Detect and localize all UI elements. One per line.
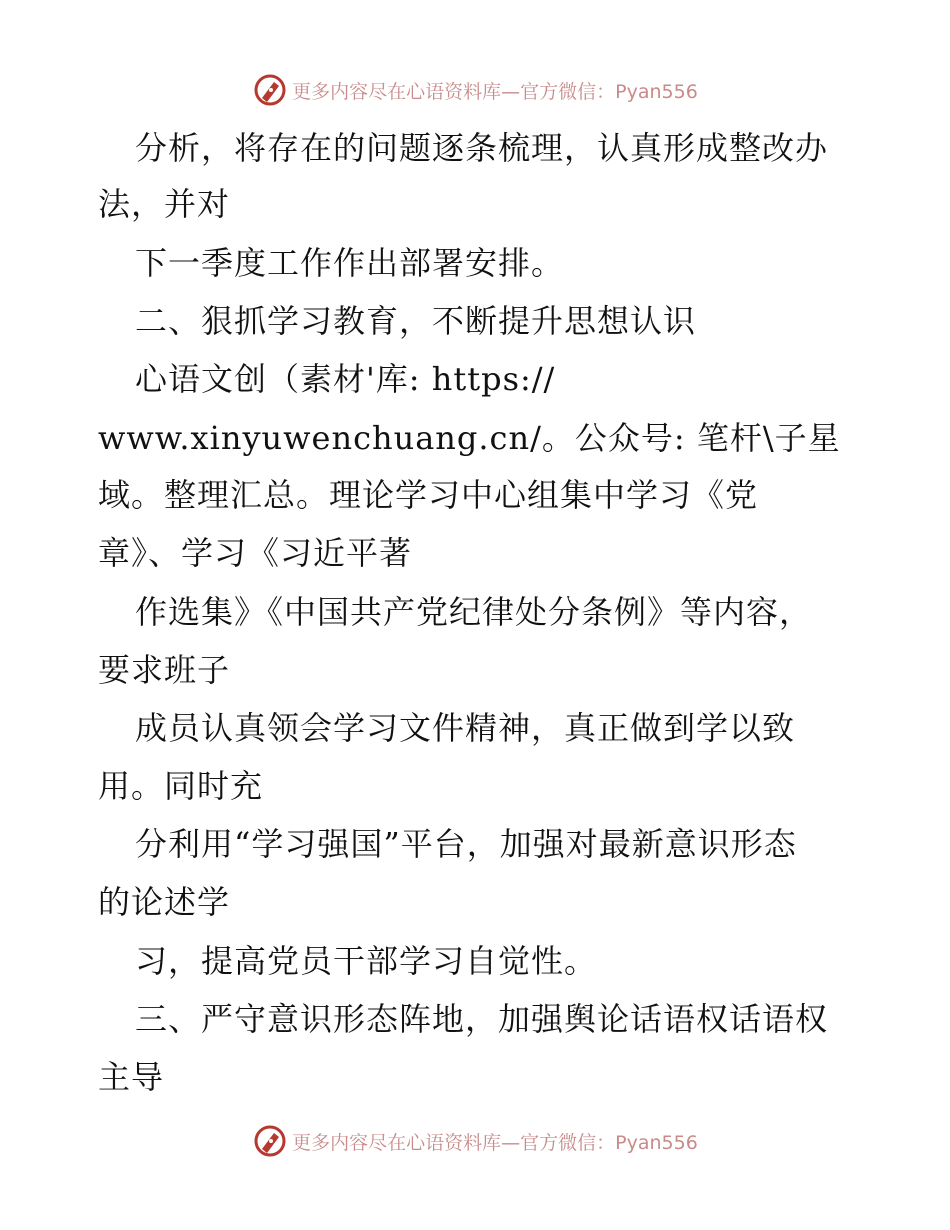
body-line-2: 法，并对 bbox=[98, 185, 231, 223]
body-line-6: www.xinyuwenchuang.cn/。公众号: 笔杆\子星 bbox=[98, 419, 841, 457]
body-line-7: 域。整理汇总。理论学习中心组集中学习《党 bbox=[98, 476, 759, 514]
body-line-5: 心语文创（素材'库: https:// bbox=[135, 360, 556, 398]
header-banner bbox=[0, 70, 950, 110]
body-line-11: 成员认真领会学习文件精神，真正做到学以致 bbox=[135, 709, 796, 747]
body-line-13: 分利用“学习强国”平台，加强对最新意识形态 bbox=[135, 825, 797, 863]
body-line-1: 分析，将存在的问题逐条梳理，认真形成整改办 bbox=[135, 129, 829, 167]
body-line-15: 习，提高党员干部学习自觉性。 bbox=[135, 942, 598, 980]
section-heading-2: 二、狠抓学习教育，不断提升思想认识 bbox=[135, 302, 697, 340]
footer-banner bbox=[0, 1121, 950, 1161]
body-line-12: 用。同时充 bbox=[98, 767, 264, 805]
body-line-3: 下一季度工作作出部署安排。 bbox=[135, 244, 565, 282]
body-line-10: 要求班子 bbox=[98, 651, 231, 689]
body-line-9: 作选集》《中国共产党纪律处分条例》等内容， bbox=[135, 593, 813, 631]
pen-nib-logo-icon bbox=[252, 72, 288, 108]
section-heading-3: 三、严守意识形态阵地，加强舆论话语权话语权 bbox=[135, 1000, 829, 1038]
pen-nib-logo-icon bbox=[252, 1123, 288, 1159]
header-banner-text: 更多内容尽在心语资料库—官方微信：Pyan556 bbox=[292, 80, 698, 103]
body-line-14: 的论述学 bbox=[98, 883, 231, 921]
body-line-8: 章》、学习《习近平著 bbox=[98, 534, 413, 572]
body-line-17: 主导 bbox=[98, 1058, 165, 1096]
footer-banner-text: 更多内容尽在心语资料库—官方微信：Pyan556 bbox=[292, 1131, 698, 1154]
